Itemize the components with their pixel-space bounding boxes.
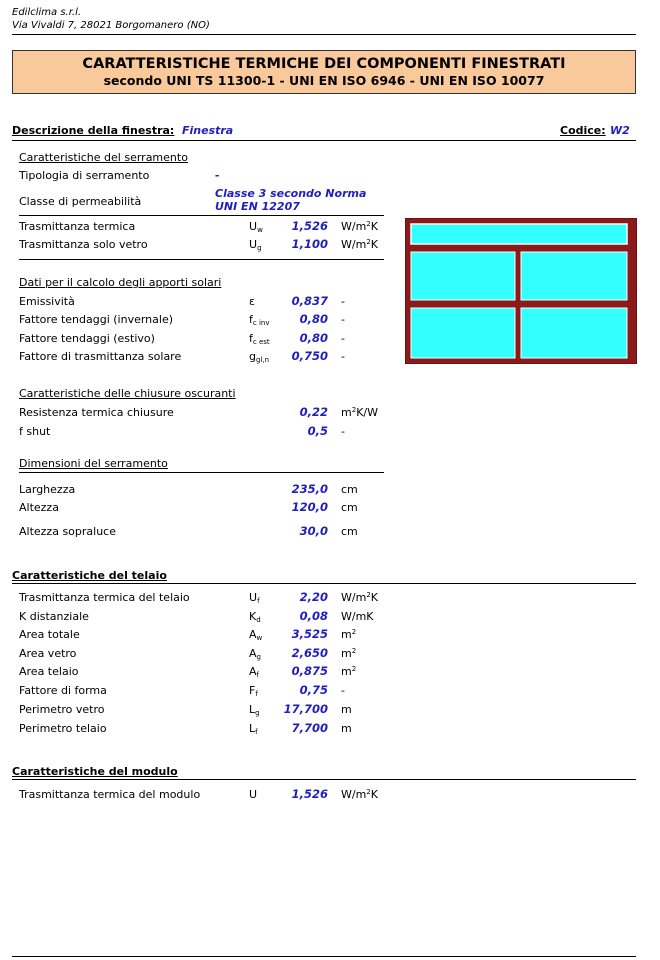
solari-row-label: Fattore tendaggi (estivo) (19, 332, 155, 345)
window-drawing (405, 218, 637, 364)
telaio-row-unit: W/mK (341, 610, 374, 623)
window-glass-top-left (411, 252, 515, 300)
dimensioni-row-label: Larghezza (19, 483, 76, 496)
permeabilita-label: Classe di permeabilità (19, 195, 142, 208)
telaio-row-label: Area totale (19, 628, 80, 641)
desc-value: Finestra (182, 124, 234, 137)
permeabilita-value2: UNI EN 12207 (215, 200, 300, 213)
telaio-row-unit: m (341, 722, 352, 735)
telaio-title: Caratteristiche del telaio (12, 569, 167, 582)
telaio-row-label: Perimetro telaio (19, 722, 107, 735)
serramento-row-label: Trasmittanza termica (19, 220, 136, 233)
serramento-title: Caratteristiche del serramento (19, 151, 188, 164)
solari-row-unit: - (341, 332, 345, 345)
solari-row-value: 0,750 (291, 349, 328, 363)
modulo-row-unit: $W/m^2K$ (341, 788, 378, 801)
telaio-row-symbol-subscript: d (256, 616, 261, 624)
telaio-row-symbol-subscript: f (255, 728, 258, 736)
oscuranti-row-value: 0,22 (299, 405, 328, 419)
telaio-row-unit: $W/m^2K$ (341, 591, 378, 604)
telaio-row-unit: m (341, 703, 352, 716)
window-transom-glass (411, 224, 627, 244)
solari-row-unit: - (341, 350, 345, 363)
solari-row-value: 0,80 (299, 331, 328, 345)
modulo-divider (12, 779, 636, 780)
dimensioni-row-unit: cm (341, 483, 358, 496)
serramento-row-unit-tail: K (370, 238, 378, 251)
solari-row-value: 0,837 (291, 294, 328, 308)
desc-divider (12, 140, 636, 141)
serramento-row-value: 1,526 (291, 219, 328, 233)
modulo-row-unit-sup: 2 (366, 788, 371, 796)
telaio-row-value: 2,20 (299, 590, 328, 604)
telaio-row-unit: - (341, 684, 345, 697)
serramento-row-unit: $W/m^2K$ (341, 238, 378, 251)
telaio-row-label: Area vetro (19, 647, 77, 660)
solari-row-symbol-subscript: c est (252, 338, 270, 346)
window-glass-bottom-right (521, 308, 627, 358)
dimensioni-row-unit: cm (341, 501, 358, 514)
solari-row-symbol: $f_{c inv}$ (249, 313, 270, 327)
solari-row-unit: - (341, 295, 345, 308)
modulo-row-symbol: U (249, 788, 258, 801)
telaio-row-value: 2,650 (291, 646, 328, 660)
dimensioni-row-label: Altezza sopraluce (19, 525, 116, 538)
telaio-row-symbol: $L_f$ (249, 722, 258, 736)
window-glass-bottom-left (411, 308, 515, 358)
telaio-row-symbol: $A_f$ (249, 665, 259, 679)
telaio-divider (12, 583, 636, 584)
window-glass-top-right (521, 252, 627, 300)
tipologia-label: Tipologia di serramento (19, 169, 150, 182)
dimensioni-row-unit: cm (341, 525, 358, 538)
solari-row-symbol: $f_{c est}$ (249, 332, 270, 346)
title-line1: CARATTERISTICHE TERMICHE DEI COMPONENTI FINESTRATI (82, 56, 566, 72)
serramento-row-label: Trasmittanza solo vetro (19, 238, 148, 251)
permeabilita-value1: Classe 3 secondo Norma (215, 187, 367, 200)
desc-label (12, 124, 174, 137)
serramento-row-symbol-subscript: g (257, 244, 262, 252)
telaio-row-symbol: $U_f$ (249, 591, 260, 605)
telaio-row-symbol: $A_g$ (249, 647, 261, 661)
serramento-row-symbol: $U_g$ (249, 238, 262, 252)
telaio-row-value: 0,75 (299, 683, 328, 697)
telaio-row-symbol: $F_f$ (249, 684, 258, 698)
modulo-row-unit-tail: K (370, 788, 378, 801)
telaio-row-symbol: $A_w$ (249, 628, 263, 642)
telaio-row-value: 17,700 (283, 702, 328, 716)
telaio-row-label: Fattore di forma (19, 684, 107, 697)
telaio-row-value: 7,700 (291, 721, 328, 735)
telaio-row-symbol: $L_g$ (249, 703, 260, 717)
modulo-row-value: 1,526 (291, 787, 328, 801)
title-box (12, 50, 636, 94)
serramento-row-symbol: $U_w$ (249, 220, 263, 234)
telaio-row-unit: $m^2$ (341, 647, 357, 660)
oscuranti-row-unit: $m^2K/W$ (341, 406, 378, 419)
telaio-row-label: Trasmittanza termica del telaio (19, 591, 190, 604)
header-divider (12, 34, 636, 35)
solari-row-symbol-subscript: gl,n (255, 356, 270, 364)
dimensioni-row-value: 235,0 (291, 482, 328, 496)
serramento-row-symbol-subscript: w (257, 226, 263, 234)
serramento-divider (19, 215, 384, 216)
telaio-row-unit-sup: 2 (351, 628, 357, 636)
telaio-row-symbol-subscript: f (255, 690, 258, 698)
telaio-row-value: 3,525 (291, 627, 328, 641)
oscuranti-row-unit-sup: 2 (351, 406, 357, 414)
solari-row-symbol-subscript: c inv (252, 319, 270, 327)
telaio-row-value: 0,875 (291, 664, 328, 678)
oscuranti-row-unit-tail: K/W (356, 406, 378, 419)
telaio-row-label: K distanziale (19, 610, 89, 623)
telaio-row-symbol-subscript: g (255, 709, 260, 717)
serramento-row-value: 1,100 (291, 237, 328, 251)
oscuranti-row-label: f shut (19, 425, 51, 438)
telaio-row-symbol-subscript: g (256, 653, 261, 661)
dimensioni-row-value: 30,0 (299, 524, 328, 538)
solari-row-label: Emissività (19, 295, 75, 308)
serramento-row-unit: $W/m^2K$ (341, 220, 378, 233)
serramento-row-unit-sup: 2 (366, 220, 371, 228)
oscuranti-row-value: 0,5 (307, 424, 328, 438)
title-line2: secondo UNI TS 11300-1 - UNI EN ISO 6946 - UNI EN ISO 10077 (103, 73, 545, 88)
oscuranti-title: Caratteristiche delle chiusure oscuranti (19, 387, 236, 400)
telaio-row-symbol-subscript: f (256, 671, 259, 679)
oscuranti-row-label: Resistenza termica chiusure (19, 406, 174, 419)
footer-divider (12, 956, 636, 957)
dimensioni-divider (19, 472, 384, 473)
solari-row-symbol: $g_{gl,n}$ (249, 350, 270, 364)
serramento-row-unit-sup: 2 (366, 238, 371, 246)
company-name: Edilclima s.r.l. (12, 7, 82, 18)
solari-row-symbol: ε (249, 295, 255, 308)
telaio-row-label: Perimetro vetro (19, 703, 105, 716)
telaio-row-unit-sup: 2 (366, 591, 371, 599)
telaio-row-unit: $m^2$ (341, 665, 357, 678)
dimensioni-title: Dimensioni del serramento (19, 457, 168, 470)
telaio-row-unit-tail: K (370, 591, 378, 604)
telaio-row-label: Area telaio (19, 665, 79, 678)
desc-label-text: Descrizione della finestra: (12, 124, 175, 137)
telaio-row-unit: $m^2$ (341, 628, 357, 641)
telaio-row-value: 0,08 (299, 609, 328, 623)
serramento-row-unit-tail: K (370, 220, 378, 233)
modulo-row-label: Trasmittanza termica del modulo (19, 788, 201, 801)
solari-row-label: Fattore di trasmittanza solare (19, 350, 182, 363)
telaio-row-unit-sup: 2 (351, 647, 357, 655)
code-label: Codice: (560, 124, 606, 137)
telaio-row-symbol: $K_d$ (249, 610, 261, 624)
company-address: Via Vivaldi 7, 28021 Borgomanero (NO) (12, 20, 210, 31)
solari-row-unit: - (341, 313, 345, 326)
solari-row-label: Fattore tendaggi (invernale) (19, 313, 174, 326)
telaio-row-symbol-subscript: w (256, 634, 263, 642)
tipologia-value: - (215, 169, 220, 182)
solari-row-value: 0,80 (299, 312, 328, 326)
telaio-row-unit-sup: 2 (351, 665, 357, 673)
dimensioni-row-value: 120,0 (291, 500, 328, 514)
serramento-rows-divider (19, 259, 384, 260)
telaio-row-symbol-subscript: f (257, 597, 260, 605)
modulo-title: Caratteristiche del modulo (12, 765, 178, 778)
dimensioni-row-label: Altezza (19, 501, 59, 514)
code-value: W2 (610, 124, 630, 137)
solari-title: Dati per il calcolo degli apporti solari (19, 276, 222, 289)
oscuranti-row-unit: - (341, 425, 345, 438)
